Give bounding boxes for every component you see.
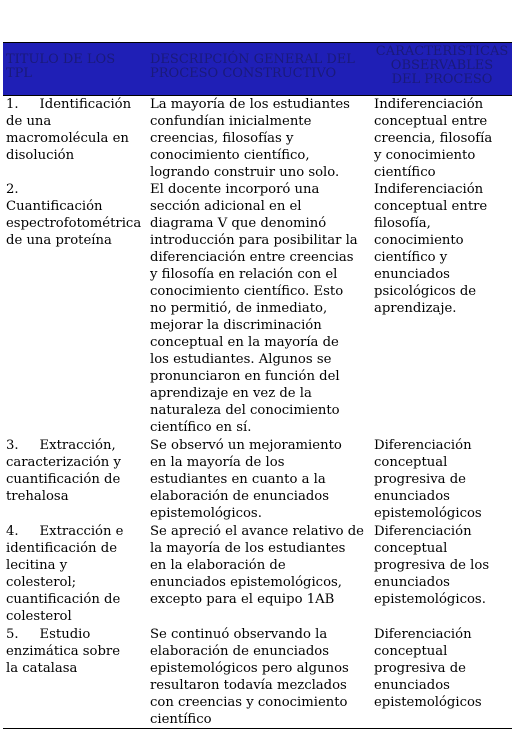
row-4-characteristics: Diferenciación conceptual progresiva de los enunciados epistemológicos. [374,524,490,607]
header-tpl-title: TITULO DE LOS TPL [6,52,116,81]
row-3-characteristics: Diferenciación conceptual progresiva de enunciados epistemológicos [374,438,482,521]
row-1-characteristics: Indiferenciación conceptual entre creencia, filosofía y conocimiento científico [374,97,493,180]
row-1-title: 1. Identificación de una macromolécula en disolución [6,97,132,163]
row-3-description: Se observó un mejoramiento en la mayoría de los estudiantes en cuanto a la elaboración de enunciados epistemológicos. [150,438,342,521]
row-2-characteristics: Indiferenciación conceptual entre filosofía, conocimiento científico y enunciados psicológicos de aprendizaje. [374,182,488,316]
row-3-title: 3. Extracción, caracterización y cuantificación de trehalosa [6,438,121,504]
row-5-title: 5. Estudio enzimática sobre la catalasa [6,627,121,676]
header-process-description: DESCRIPCIÓN GENERAL DEL PROCESO CONSTRUCTIVO [150,52,355,81]
header-observable-characteristics: CARACTERISTICAS OBSERVABLES DEL PROCESO [375,44,509,87]
row-1-description: La mayoría de los estudiantes confundían inicialmente creencias, filosofías y conocimiento científico, logrando construir uno solo. [150,97,350,180]
row-5-description: Se continuó observando la elaboración de enunciados epistemológicos pero algunos resultaron todavía mezclados con creencias y conocimiento científico [150,627,349,727]
table-row [3,437,512,523]
table-row [3,181,512,437]
tpl-table [3,42,512,729]
row-4-title: 4. Extracción e identificación de lecitina y colesterol; cuantificación de colesterol [6,524,124,624]
table-row [3,626,512,728]
table-row [3,96,512,181]
row-5-characteristics: Diferenciación conceptual progresiva de enunciados epistemológicos [374,627,482,710]
row-2-description: El docente incorporó una sección adicional en el diagrama V que denominó introducción para posibilitar la diferenciación entre creencias y filosofía en relación con el conocimiento científico. Esto no permitió, de inmediato, mejorar la discriminación conceptual en la mayoría de los estudiantes. Algunos se pronunciaron en función del aprendizaje en vez de la naturaleza del conocimiento científico en sí. [150,182,358,435]
row-2-title: 2. Cuantificación espectrofotométrica de una proteína [6,182,142,248]
row-4-description: Se apreció el avance relativo de la mayoría de los estudiantes en la elaboración de enunciados epistemológicos, excepto para el equipo 1AB [150,524,364,607]
table-header-row [3,42,512,96]
table-row [3,523,512,626]
